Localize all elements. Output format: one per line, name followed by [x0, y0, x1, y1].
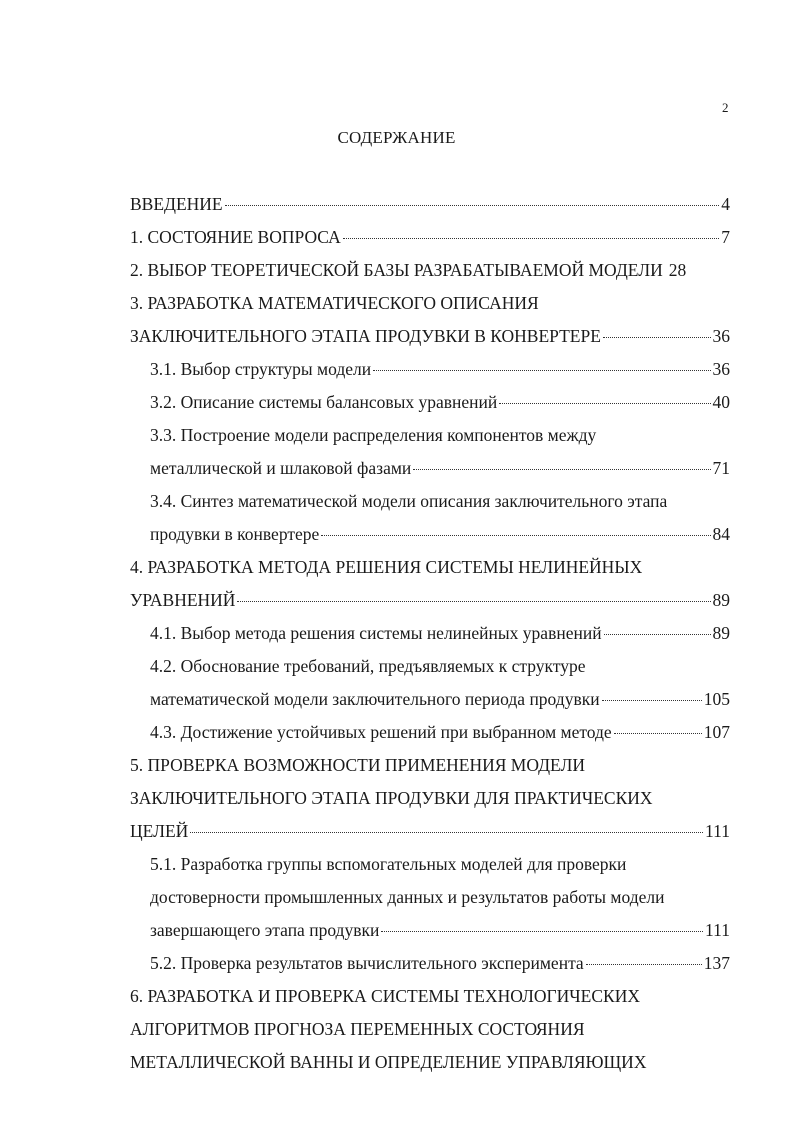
- toc-leader-dots: [413, 468, 710, 470]
- toc-entry-text: ВВЕДЕНИЕ: [130, 194, 223, 214]
- page-title: СОДЕРЖАНИЕ: [337, 128, 456, 147]
- toc-entry-text: 4. РАЗРАБОТКА МЕТОДА РЕШЕНИЯ СИСТЕМЫ НЕЛИНЕЙНЫХ: [130, 557, 643, 577]
- toc-entry-text: МЕТАЛЛИЧЕСКОЙ ВАННЫ И ОПРЕДЕЛЕНИЕ УПРАВЛЯЮЩИХ: [130, 1052, 647, 1072]
- toc-entry-6-line2[interactable]: [130, 1013, 730, 1046]
- toc-entry-text: 4.1. Выбор метода решения системы нелинейных уравнений: [150, 623, 602, 643]
- toc-entry-page: 36: [712, 326, 730, 346]
- toc-entry-page: 89: [712, 590, 730, 610]
- toc-entry-page: 28: [668, 260, 687, 280]
- toc-entry-5-1-line2[interactable]: [130, 881, 730, 914]
- toc-entry-4-2-line1[interactable]: [130, 650, 730, 683]
- toc-entry-page: 111: [705, 821, 730, 841]
- toc-entry-text: 3. РАЗРАБОТКА МАТЕМАТИЧЕСКОГО ОПИСАНИЯ: [130, 293, 539, 313]
- toc-leader-dots: [604, 633, 711, 635]
- toc-leader-dots: [614, 732, 702, 734]
- toc-entry-text: УРАВНЕНИЙ: [130, 590, 236, 610]
- toc-entry-5-1-line1[interactable]: [130, 848, 730, 881]
- toc-entry-5-line2[interactable]: [130, 782, 730, 815]
- toc-entry-4-line1[interactable]: [130, 551, 730, 584]
- toc-leader-dots: [586, 963, 702, 965]
- toc-leader-dots: [499, 402, 710, 404]
- toc-entry-5-line3[interactable]: [130, 815, 730, 848]
- toc-entry-5-line1[interactable]: [130, 749, 730, 782]
- toc-entry-6-line3[interactable]: [130, 1046, 730, 1079]
- toc-entry-text: завершающего этапа продувки: [150, 920, 380, 940]
- toc-leader-dots: [381, 930, 703, 932]
- toc-entry-5-2[interactable]: [130, 947, 730, 980]
- toc-entry-text: 3.3. Построение модели распределения компонентов между: [150, 425, 597, 445]
- toc-leader-dots: [343, 237, 720, 239]
- toc-entry-3-3-line2[interactable]: [130, 452, 730, 485]
- toc-entry-page: 84: [712, 524, 730, 544]
- toc-leader-dots: [225, 204, 720, 206]
- toc-entry-page: 105: [703, 689, 730, 709]
- toc-entry-text: ЗАКЛЮЧИТЕЛЬНОГО ЭТАПА ПРОДУВКИ В КОНВЕРТЕРЕ: [130, 326, 601, 346]
- toc-leader-dots: [602, 699, 702, 701]
- toc-entry-text: 6. РАЗРАБОТКА И ПРОВЕРКА СИСТЕМЫ ТЕХНОЛОГИЧЕСКИХ: [130, 986, 640, 1006]
- toc-entry-6-line1[interactable]: [130, 980, 730, 1013]
- toc-entry-text: 4.3. Достижение устойчивых решений при выбранном методе: [150, 722, 612, 742]
- toc-entry-3-2[interactable]: [130, 386, 730, 419]
- toc-entry-text: 5.1. Разработка группы вспомогательных моделей для проверки: [150, 854, 627, 874]
- toc-entry-text: 5.2. Проверка результатов вычислительного эксперимента: [150, 953, 584, 973]
- toc-leader-dots: [321, 534, 710, 536]
- toc-entry-text: АЛГОРИТМОВ ПРОГНОЗА ПЕРЕМЕННЫХ СОСТОЯНИЯ: [130, 1019, 585, 1039]
- toc-entry-text: 3.2. Описание системы балансовых уравнений: [150, 392, 498, 412]
- toc-leader-dots: [190, 831, 703, 833]
- toc-entry-5-1-line3[interactable]: [130, 914, 730, 947]
- toc-entry-4-2-line2[interactable]: [130, 683, 730, 716]
- toc-entry-page: 7: [721, 227, 730, 247]
- toc-entry-3-4-line1[interactable]: [130, 485, 730, 518]
- toc-entry-1[interactable]: [130, 221, 730, 254]
- toc-entry-page: 36: [712, 359, 730, 379]
- toc-entry-3-1[interactable]: [130, 353, 730, 386]
- toc-entry-page: 89: [712, 623, 730, 643]
- toc-entry-text: 4.2. Обоснование требований, предъявляемых к структуре: [150, 656, 586, 676]
- toc-entry-page: 40: [712, 392, 730, 412]
- toc-entry-page: 137: [703, 953, 730, 973]
- toc-entry-2[interactable]: [130, 254, 730, 287]
- toc-entry-text: достоверности промышленных данных и результатов работы модели: [150, 887, 665, 907]
- toc-entry-text: металлической и шлаковой фазами: [150, 458, 412, 478]
- toc-entry-4-3[interactable]: [130, 716, 730, 749]
- toc-entry-text: 3.4. Синтез математической модели описания заключительного этапа: [150, 491, 668, 511]
- toc-entry-3-line1[interactable]: [130, 287, 730, 320]
- toc-entry-4-line2[interactable]: [130, 584, 730, 617]
- toc-entry-page: 71: [712, 458, 730, 478]
- toc-leader-dots: [373, 369, 710, 371]
- toc-entry-page: 107: [703, 722, 730, 742]
- toc-leader-dots: [603, 336, 711, 338]
- toc-entry-text: 1. СОСТОЯНИЕ ВОПРОСА: [130, 227, 341, 247]
- toc-entry-text: ЦЕЛЕЙ: [130, 821, 189, 841]
- toc-entry-3-4-line2[interactable]: [130, 518, 730, 551]
- page-number: 2: [722, 100, 729, 115]
- toc-entry-text: 3.1. Выбор структуры модели: [150, 359, 372, 379]
- table-of-contents: [130, 188, 730, 1079]
- toc-entry-page: 111: [705, 920, 730, 940]
- toc-entry-text: 5. ПРОВЕРКА ВОЗМОЖНОСТИ ПРИМЕНЕНИЯ МОДЕЛИ: [130, 755, 586, 775]
- toc-entry-introduction[interactable]: [130, 188, 730, 221]
- toc-entry-text: математической модели заключительного периода продувки: [150, 689, 600, 709]
- toc-leader-dots: [237, 600, 710, 602]
- toc-entry-text: 2. ВЫБОР ТЕОРЕТИЧЕСКОЙ БАЗЫ РАЗРАБАТЫВАЕМОЙ МОДЕЛИ: [130, 260, 663, 280]
- toc-entry-text: продувки в конвертере: [150, 524, 320, 544]
- toc-entry-4-1[interactable]: [130, 617, 730, 650]
- toc-entry-page: 4: [721, 194, 730, 214]
- toc-entry-3-3-line1[interactable]: [130, 419, 730, 452]
- toc-entry-text: ЗАКЛЮЧИТЕЛЬНОГО ЭТАПА ПРОДУВКИ ДЛЯ ПРАКТИЧЕСКИХ: [130, 788, 653, 808]
- toc-entry-3-line2[interactable]: [130, 320, 730, 353]
